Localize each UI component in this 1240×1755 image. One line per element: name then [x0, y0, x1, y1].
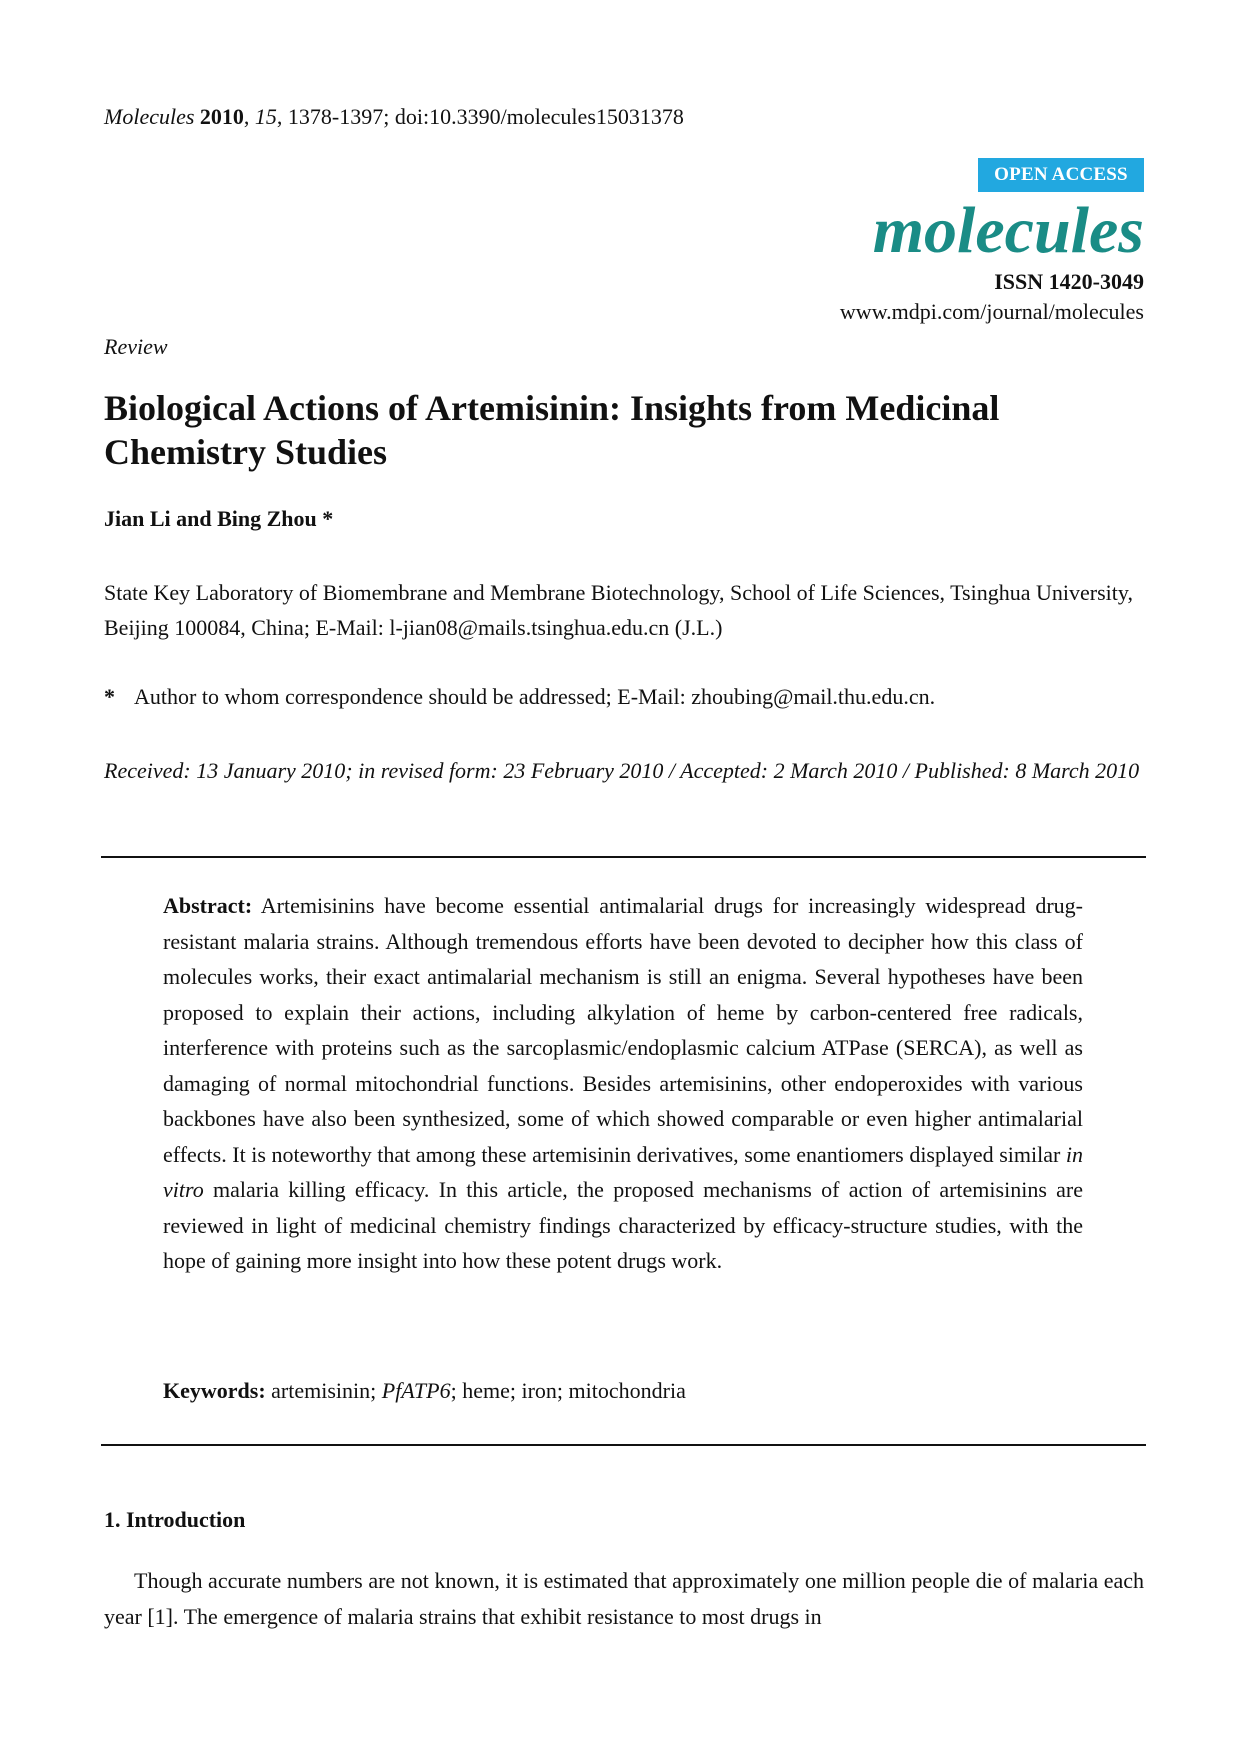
intro-paragraph: Though accurate numbers are not known, it is estimated that approximately one million people die of malaria each year [1]. The emergence of malaria strains that exhibit resistance to most drugs in: [104, 1568, 1144, 1629]
citation-line: Molecules 2010, 15, 1378-1397; doi:10.3390/molecules15031378: [104, 104, 684, 129]
keywords-label: Keywords:: [163, 1378, 266, 1403]
affiliation: State Key Laboratory of Biomembrane and Membrane Biotechnology, School of Life Sciences, Tsinghua University, Beijing 100084, China; E-Mail: l-jian08@mails.tsinghua.edu.cn (J.L.): [104, 580, 1133, 640]
authors: Jian Li and Bing Zhou *: [104, 506, 334, 531]
citation-rest: , 1378-1397; doi:10.3390/molecules15031378: [276, 104, 684, 129]
citation-journal: Molecules: [104, 104, 195, 129]
open-access-badge: OPEN ACCESS: [978, 158, 1144, 192]
issn: ISSN 1420-3049: [994, 269, 1144, 294]
correspondence-text: Author to whom correspondence should be addressed; E-Mail: zhoubing@mail.thu.edu.cn.: [134, 684, 936, 709]
abstract: [163, 888, 1083, 1279]
publication-dates: Received: 13 January 2010; in revised form: 23 February 2010 / Accepted: 2 March 2010 / Published: 8 March 2010: [104, 758, 1140, 783]
journal-logo: molecules: [872, 194, 1144, 267]
divider-top: [101, 856, 1146, 858]
keyword-2: PfATP6: [381, 1378, 451, 1403]
article-type: Review: [104, 334, 168, 359]
abstract-italic: in vitro: [163, 1141, 1083, 1202]
citation-volume: 15: [254, 104, 277, 129]
keyword-3: ; heme; iron; mitochondria: [450, 1378, 686, 1403]
keyword-1: artemisinin;: [265, 1378, 382, 1403]
citation-year: 2010: [199, 104, 244, 129]
divider-bottom: [101, 1444, 1146, 1446]
correspondence-marker: *: [104, 684, 115, 709]
abstract-text-1: Artemisinins have become essential antimalarial drugs for increasingly widespread drug-resistant malaria strains. Although tremendous efforts have been devoted to decipher how this class of molecules works, their exact antimalarial mechanism is still an enigma. Several hypotheses have been proposed to explain their actions, including alkylation of heme by carbon-centered free radicals, interference with proteins such as the sarcoplasmic/endoplasmic calcium ATPase (SERCA), as well as damaging of normal mitochondrial functions. Besides artemisinins, other endoperoxides with various backbones have also been synthesized, some of which showed comparable or even higher antimalarial effects. It is noteworthy that among these artemisinin derivatives, some enantiomers displayed similar: [163, 893, 1083, 1167]
article-title: Biological Actions of Artemisinin: Insights from Medicinal Chemistry Studies: [104, 388, 1000, 472]
journal-url: www.mdpi.com/journal/molecules: [839, 299, 1144, 324]
abstract-text-2: malaria killing efficacy. In this article, the proposed mechanisms of action of artemisinins are reviewed in light of medicinal chemistry findings characterized by efficacy-structure studies, with the hope of gaining more insight into how these potent drugs work.: [163, 1177, 1083, 1273]
correspondence: [104, 683, 1144, 711]
section-heading: 1. Introduction: [104, 1507, 246, 1532]
abstract-label: Abstract:: [163, 893, 253, 918]
keywords: [163, 1377, 1083, 1405]
